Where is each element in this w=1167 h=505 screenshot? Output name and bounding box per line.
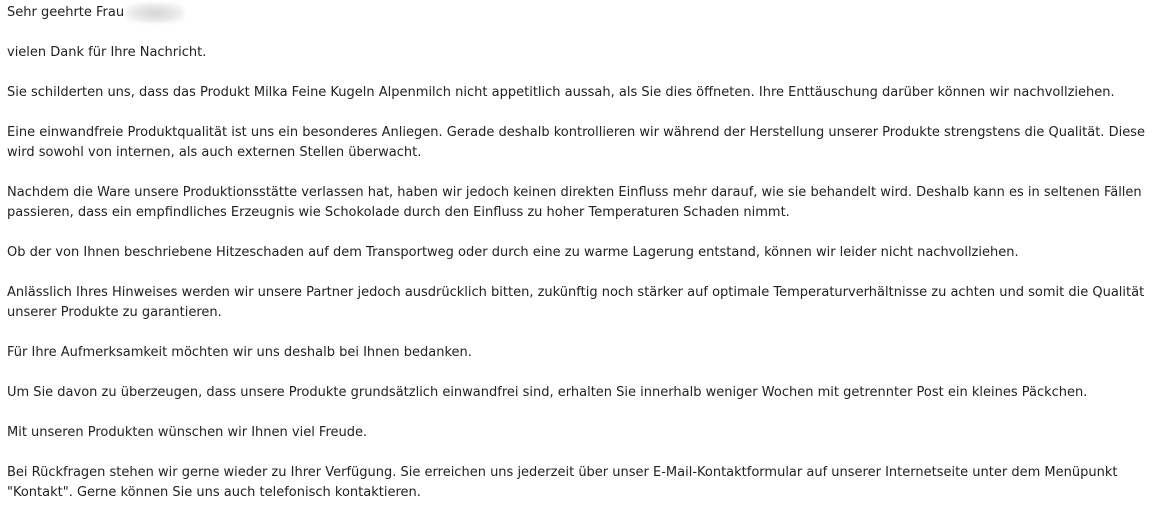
paragraph-complaint-summary: Sie schilderten uns, dass das Produkt Milka Feine Kugeln Alpenmilch nicht appetitlich aussah, als Sie dies öffneten. Ihre Enttäuschung darüber können wir nachvollziehen. xyxy=(7,85,1115,100)
paragraph-enjoy: Mit unseren Produkten wünschen wir Ihnen viel Freude. xyxy=(7,425,368,440)
paragraph-package-offer: Um Sie davon zu überzeugen, dass unsere Produkte grundsätzlich einwandfrei sind, erhalten Sie innerhalb weniger Wochen mit getrennter Post ein kleines Päckchen. xyxy=(7,385,1088,400)
paragraph-heat-damage: Ob der von Ihnen beschriebene Hitzeschaden auf dem Transportweg oder durch eine zu warme Lagerung entstand, können wir leider nicht nachvollziehen. xyxy=(7,245,1019,260)
salutation-line xyxy=(7,3,1163,23)
paragraph-transport-influence: Nachdem die Ware unsere Produktionsstätte verlassen hat, haben wir jedoch keinen direkten Einfluss mehr darauf, wie sie behandelt wird. Deshalb kann es in seltenen Fällen passieren, dass ein empfindliches Erzeugnis wie Schokolade durch den Einfluss zu hoher Temperaturen Schaden nimmt. xyxy=(7,185,1142,220)
paragraph-contact-info: Bei Rückfragen stehen wir gerne wieder zu Ihrer Verfügung. Sie erreichen uns jederzeit über unser E-Mail-Kontaktformular auf unserer Internetseite unter dem Menüpunkt "Kontakt". Gerne können Sie uns auch telefonisch kontaktieren. xyxy=(7,465,1118,500)
paragraph-quality-control: Eine einwandfreie Produktqualität ist uns ein besonderes Anliegen. Gerade deshalb kontrollieren wir während der Herstellung unserer Produkte strengstens die Qualität. Diese wird sowohl von internen, als auch externen Stellen überwacht. xyxy=(7,125,1145,160)
salutation-text: Sehr geehrte Frau xyxy=(7,5,125,20)
paragraph-gratitude: Für Ihre Aufmerksamkeit möchten wir uns deshalb bei Ihnen bedanken. xyxy=(7,345,472,360)
paragraph-partner-request: Anlässlich Ihres Hinweises werden wir unsere Partner jedoch ausdrücklich bitten, zukünftig noch stärker auf optimale Temperaturverhältnisse zu achten und somit die Qualität unserer Produkte zu garantieren. xyxy=(7,285,1145,320)
paragraph-thanks: vielen Dank für Ihre Nachricht. xyxy=(7,45,207,60)
redacted-name-blur xyxy=(126,3,184,23)
